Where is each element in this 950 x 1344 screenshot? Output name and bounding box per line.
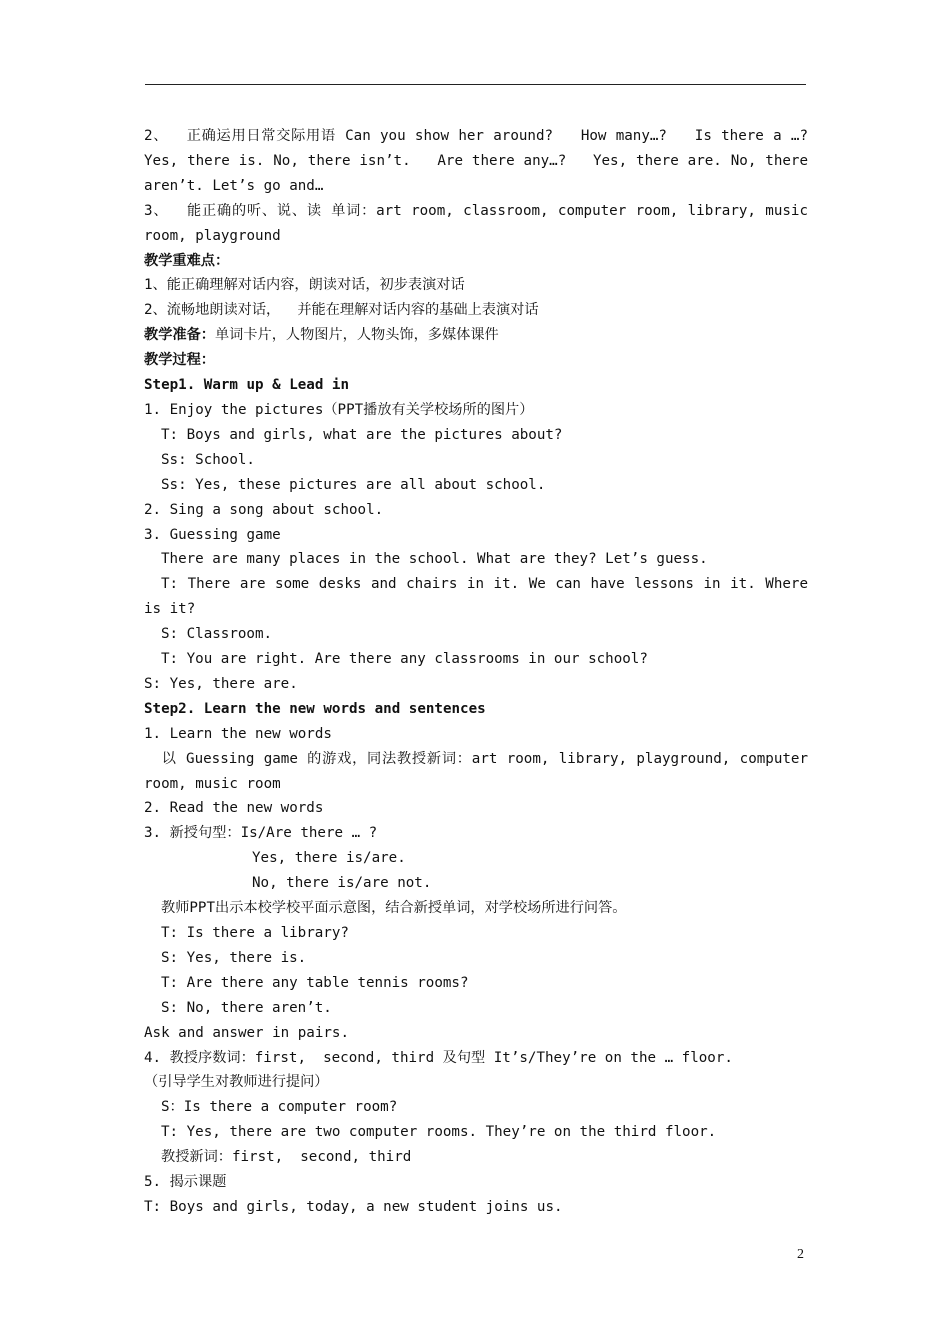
dialogue-line: S: Classroom. [161, 626, 273, 643]
dialogue-line: S: Yes, there are. [144, 675, 298, 692]
heading-key-points: 教学重难点： [144, 252, 230, 269]
dialogue-line: T: Are there any table tennis rooms? [161, 974, 469, 991]
header-rule [145, 84, 806, 85]
step1-heading: Step1. Warm up & Lead in [144, 377, 349, 394]
step2-instruction: 教师PPT出示本校学校平面示意图，结合新授单词，对学校场所进行问答。 [161, 900, 627, 917]
step2-item-4-note: （引导学生对教师进行提问） [144, 1074, 329, 1091]
step2-item-3: 3. 新授句型：Is/Are there … ? [144, 825, 378, 842]
step2-item-1: 1. Learn the new words [144, 725, 332, 742]
step2-note [144, 747, 817, 797]
step2-item-2: 2. Read the new words [144, 800, 324, 817]
step1-item-1: 1. Enjoy the pictures（PPT播放有关学校场所的图片） [144, 401, 534, 418]
document-body [144, 124, 834, 1220]
key-point-1: 1、能正确理解对话内容，朗读对话，初步表演对话 [144, 277, 465, 294]
dialogue-line: There are many places in the school. What are they? Let’s guess. [161, 551, 708, 568]
dialogue-line: T: Boys and girls, what are the pictures about? [161, 426, 563, 443]
dialogue-line: Ss: School. [161, 451, 255, 468]
dialogue-line: T: Is there a library? [161, 925, 349, 941]
dialogue-line: S：Is there a computer room? [161, 1099, 398, 1116]
dialogue-line: T: You are right. Are there any classrooms in our school? [161, 651, 648, 668]
step1-item-2: 2. Sing a song about school. [144, 501, 384, 518]
new-words-line: 教授新词：first, second, third [161, 1149, 412, 1166]
dialogue-text: T: There are some desks and chairs in it. We can have lessons in it. Where is it? [144, 576, 817, 618]
pair-work: Ask and answer in pairs. [144, 1024, 349, 1041]
dialogue-line: T: Yes, there are two computer rooms. They’re on the third floor. [161, 1124, 717, 1141]
dialogue-line: S: No, there aren’t. [161, 999, 332, 1016]
dialogue-line [144, 572, 817, 622]
step2-item-4: 4. 教授序数词：first, second, third 及句型 It’s/They’re on the … floor. [144, 1049, 733, 1066]
dialogue-line: S: Yes, there is. [161, 949, 307, 966]
heading-procedure: 教学过程： [144, 352, 215, 369]
step2-item-5: 5. 揭示课题 [144, 1174, 227, 1191]
key-point-2: 2、流畅地朗读对话， 并能在理解对话内容的基础上表演对话 [144, 302, 539, 319]
page-number: 2 [797, 1247, 804, 1262]
preparation-line [144, 323, 808, 348]
dialogue-line: Ss: Yes, these pictures are all about school. [161, 476, 546, 493]
pattern-answer: No, there is/are not. [252, 875, 432, 892]
pattern-answer: Yes, there is/are. [252, 850, 406, 867]
step1-item-3: 3. Guessing game [144, 526, 281, 543]
step2-note-text: 以 Guessing game 的游戏，同法教授新词：art room, library, playground, computer room, music room [144, 750, 817, 792]
objective-2: 2、 正确运用日常交际用语 Can you show her around? How many…? Is there a …? Yes, there is. No, there isn’t. Are there any…? Yes, there are. No, there aren’t. Let’s go and… [144, 128, 834, 194]
step2-heading: Step2. Learn the new words and sentences [144, 700, 486, 717]
objective-3: 3、 能正确的听、说、读 单词：art room, classroom, computer room, library, music room, playground [144, 202, 817, 244]
dialogue-line: T: Boys and girls, today, a new student joins us. [144, 1198, 563, 1215]
heading-preparation: 教学准备： [144, 327, 215, 344]
preparation-items: 单词卡片，人物图片，人物头饰，多媒体课件 [214, 327, 499, 344]
